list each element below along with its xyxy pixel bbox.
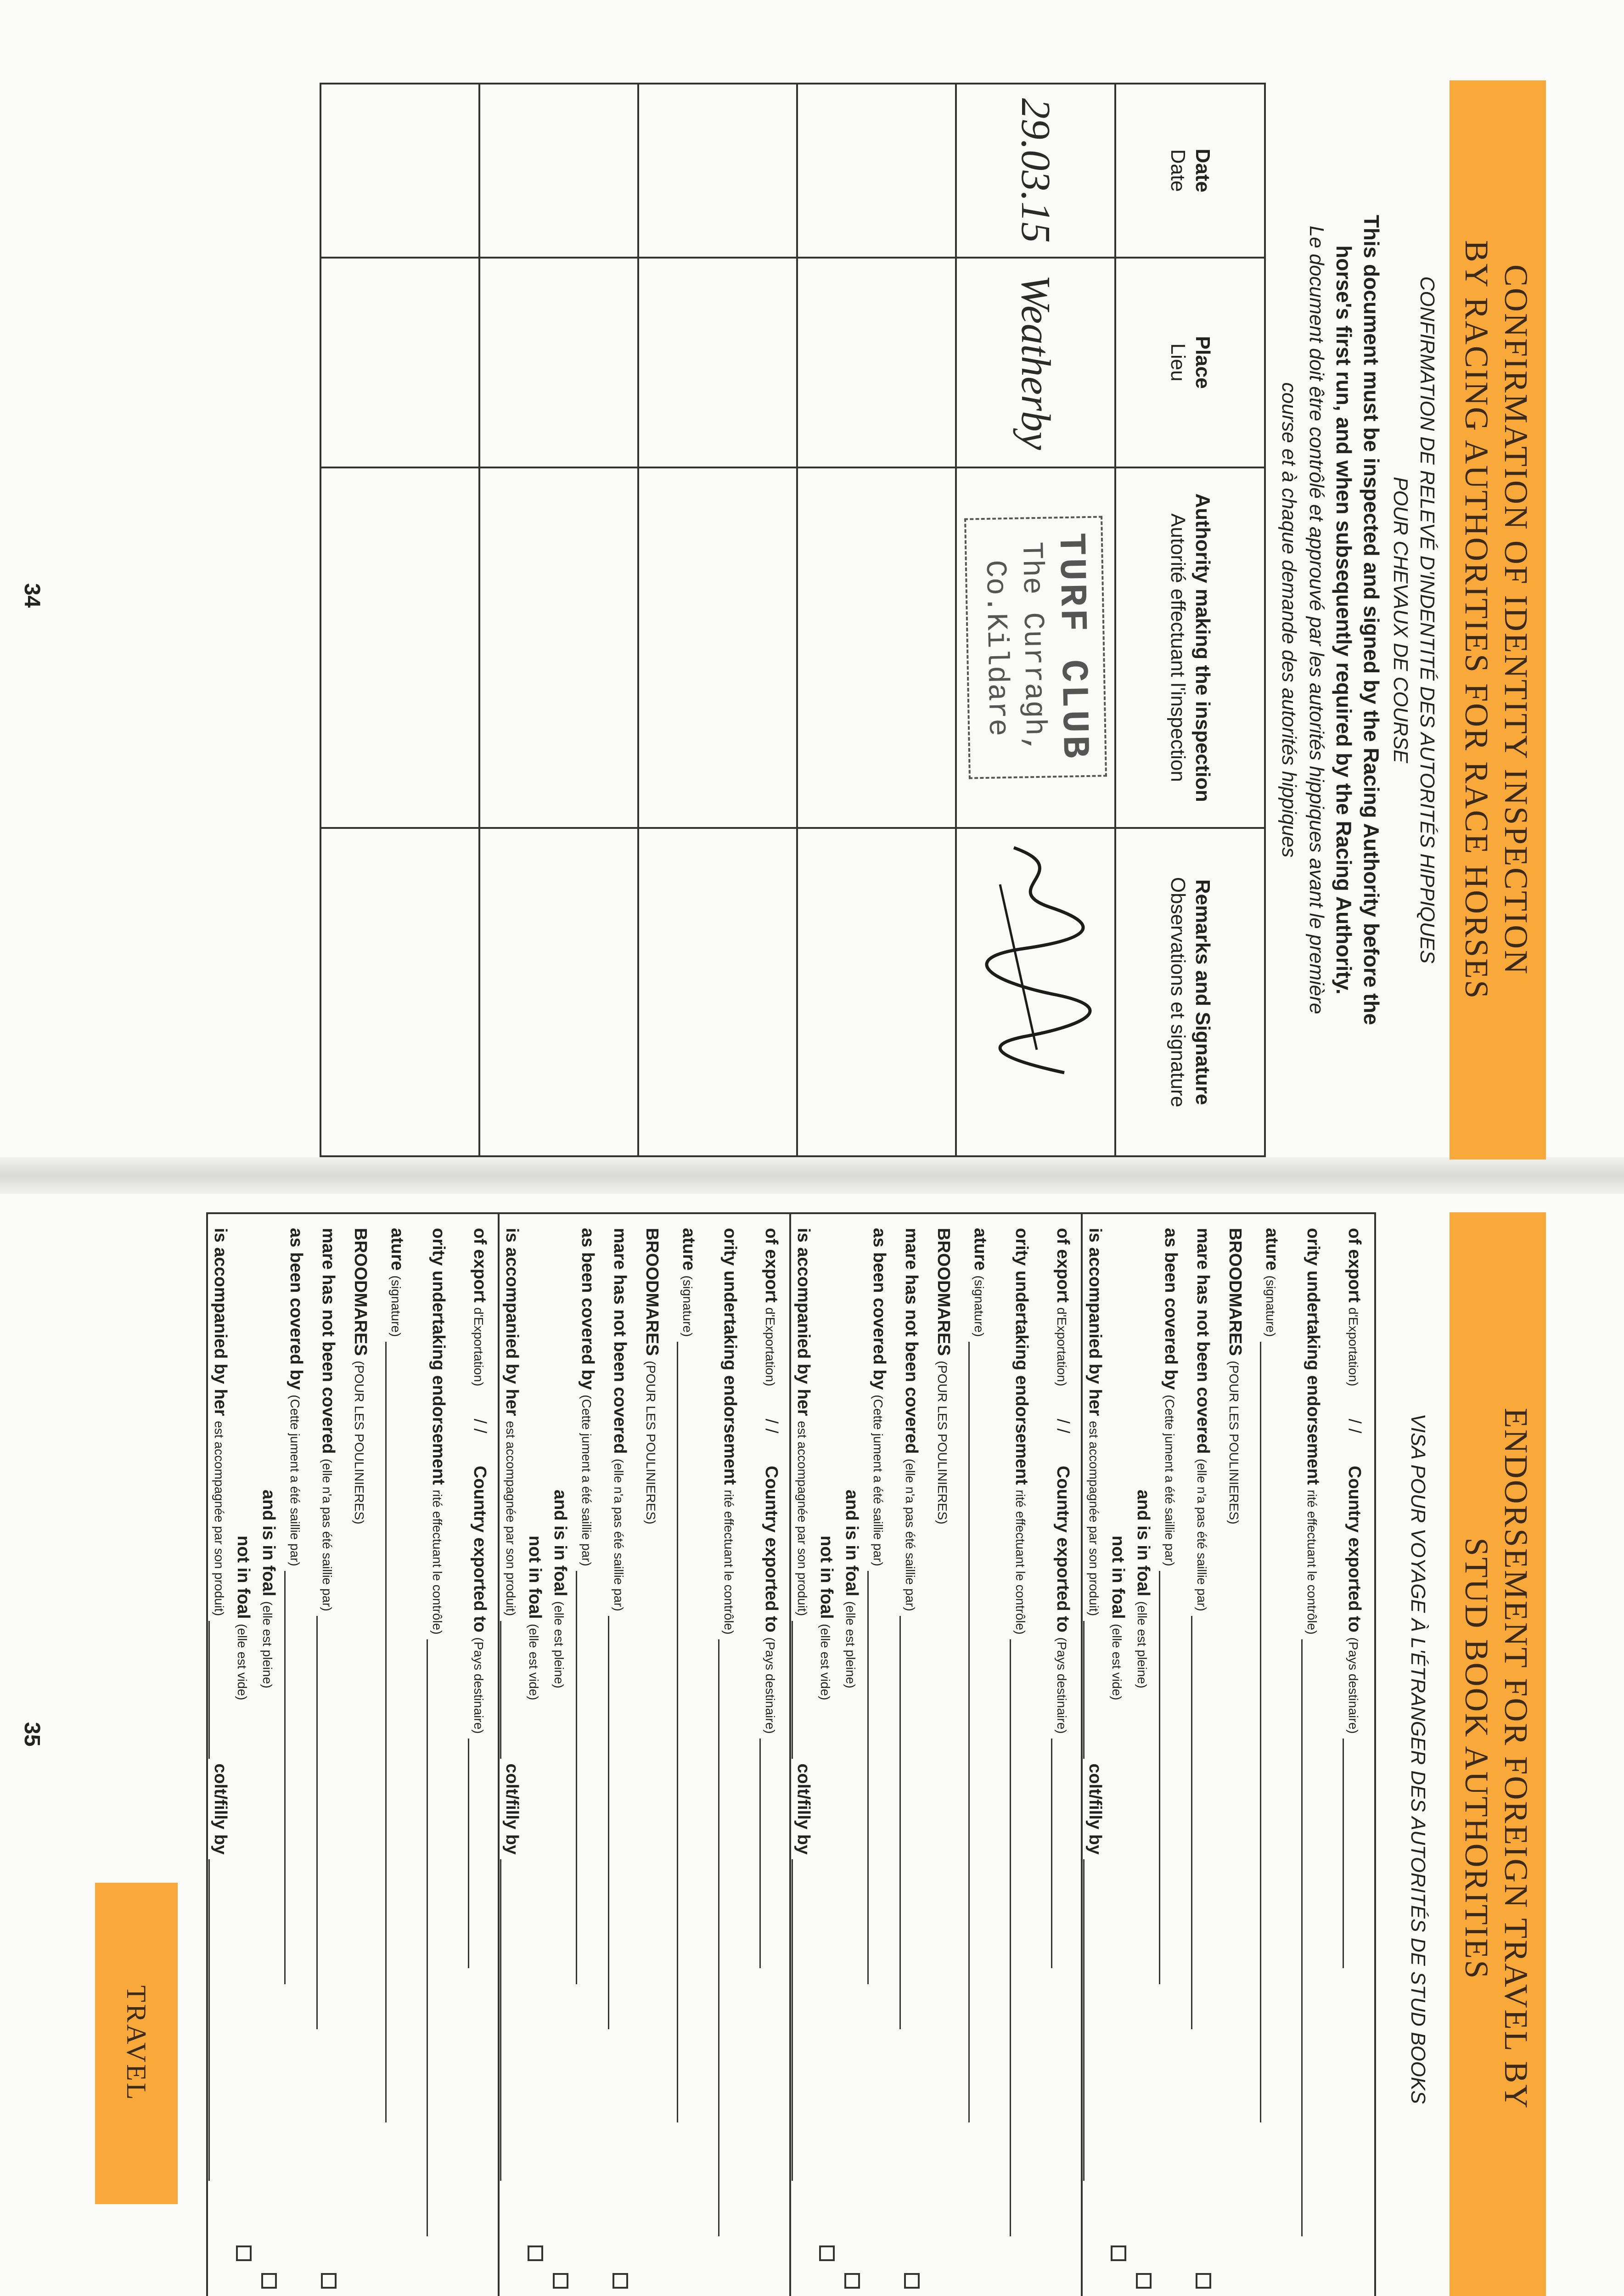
in-foal-label-fr: (elle est pleine): [260, 1601, 275, 1688]
right-title-banner: [1450, 1212, 1546, 2296]
authority-label: ority undertaking endorsement: [1012, 1228, 1031, 1485]
empty-cell: [638, 84, 797, 258]
broodmares-label-fr: (POUR LES POULINIERES): [1227, 1361, 1241, 1525]
country-label: Country exported to: [1345, 1465, 1364, 1632]
accompanied-field[interactable]: [1083, 1621, 1085, 1759]
colt-filly-label: colt/filly by: [794, 1763, 813, 1855]
not-in-foal-label: not in foal: [1108, 1536, 1128, 1619]
endorsement-block-3: [498, 1214, 791, 2296]
empty-cell: [638, 828, 797, 1156]
left-title-banner: [1450, 80, 1546, 1159]
export-date-label: of export: [1345, 1228, 1364, 1303]
in-foal-label: and is in foal: [1134, 1490, 1153, 1597]
not-covered-checkbox[interactable]: [904, 2273, 920, 2289]
turf-club-stamp: [964, 516, 1107, 779]
table-row: [956, 84, 1115, 1156]
accompanied-label: is accompanied by her: [1085, 1228, 1105, 1416]
been-covered-field[interactable]: [867, 1571, 869, 1984]
export-date-field[interactable]: / /: [1053, 1418, 1073, 1434]
export-date-label: of export: [1053, 1228, 1073, 1303]
been-covered-label-fr: (Cette jument a été saillie par): [1163, 1395, 1177, 1566]
in-foal-label: and is in foal: [551, 1490, 570, 1597]
broodmares-label: BROODMARES: [1225, 1228, 1245, 1356]
been-covered-field[interactable]: [284, 1571, 286, 1984]
accompanied-field[interactable]: [500, 1621, 501, 1759]
empty-cell: [479, 258, 638, 467]
not-in-foal-label: not in foal: [817, 1536, 836, 1619]
signature-label-fr: (signature): [680, 1275, 695, 1337]
signature-label: ature: [971, 1228, 990, 1271]
header-remarks-fr: Observations et signature: [1167, 877, 1189, 1108]
export-date-label-fr: d'Exportation): [763, 1307, 777, 1387]
travel-tab[interactable]: TRAVEL: [95, 1883, 178, 2204]
in-foal-checkbox[interactable]: [1136, 2273, 1152, 2289]
authority-label-fr: rité effectuant le contrôle): [722, 1490, 736, 1635]
not-in-foal-label-fr: (elle est vide): [1110, 1624, 1124, 1700]
inspection-table: [320, 83, 1266, 1157]
country-field[interactable]: [759, 1739, 761, 1968]
country-label-fr: (Pays destinaire): [472, 1637, 486, 1734]
colt-filly-label: colt/filly by: [1085, 1763, 1105, 1855]
accompanied-label-fr: est accompagnée par son produit): [1087, 1421, 1101, 1616]
been-covered-label: as been covered by: [870, 1228, 889, 1390]
signature-label: ature: [1262, 1228, 1281, 1271]
been-covered-label-fr: (Cette jument a été saillie par): [288, 1395, 302, 1566]
export-date-field[interactable]: / /: [762, 1418, 781, 1434]
left-subtitle-line2: POUR CHEVAUX DE COURSE: [1389, 477, 1412, 763]
signature-label-fr: (signature): [972, 1275, 986, 1337]
instruction-english: [1330, 83, 1385, 1157]
signature-field[interactable]: [968, 1342, 970, 2122]
not-in-foal-label: not in foal: [525, 1536, 545, 1619]
empty-cell: [797, 258, 956, 467]
not-covered-field[interactable]: [899, 1616, 901, 2029]
cell-date: [956, 84, 1115, 258]
instruction-en-line1: This document must be inspected and signed by the Racing Authority before the: [1360, 214, 1383, 1025]
table-header-row: [1115, 84, 1265, 1156]
signature-label: ature: [388, 1228, 407, 1271]
authority-label-fr: rité effectuant le contrôle): [1305, 1490, 1319, 1635]
broodmares-label-fr: (POUR LES POULINIERES): [935, 1361, 950, 1525]
not-covered-checkbox[interactable]: [321, 2273, 337, 2289]
instruction-fr-line1: Le document doit être contrôlé et approuvé par les autorités hippiques avant le première: [1305, 225, 1328, 1014]
not-in-foal-checkbox[interactable]: [236, 2245, 252, 2261]
header-place-en: Place: [1191, 336, 1214, 389]
handwritten-date: 29.03.15: [1013, 98, 1058, 243]
instruction-en-line2: horse's first run, and when subsequently required by the Racing Authority.: [1332, 245, 1356, 995]
authority-label: ority undertaking endorsement: [720, 1228, 740, 1485]
been-covered-field[interactable]: [576, 1571, 577, 1984]
export-date-label-fr: d'Exportation): [472, 1307, 486, 1387]
handwritten-place: Weatherby: [1013, 275, 1058, 450]
broodmares-label: BROODMARES: [351, 1228, 370, 1356]
left-title-line1: CONFIRMATION OF IDENTITY INSPECTION: [1498, 264, 1534, 976]
been-covered-field[interactable]: [1159, 1571, 1160, 1984]
not-in-foal-label: not in foal: [234, 1536, 253, 1619]
accompanied-label-fr: est accompagnée par son produit): [795, 1421, 809, 1616]
signature-label-fr: (signature): [1264, 1275, 1278, 1337]
in-foal-checkbox[interactable]: [553, 2273, 568, 2289]
empty-cell: [320, 258, 479, 467]
accompanied-label-fr: est accompagnée par son produit): [212, 1421, 226, 1616]
been-covered-label: as been covered by: [287, 1228, 306, 1390]
empty-cell: [479, 84, 638, 258]
instruction-french: [1275, 83, 1330, 1157]
empty-cell: [638, 258, 797, 467]
page-number-right: 35: [20, 1722, 44, 1747]
colt-filly-field[interactable]: [1083, 1859, 1085, 2181]
country-label: Country exported to: [470, 1465, 489, 1632]
export-date-field[interactable]: / /: [470, 1418, 489, 1434]
in-foal-label: and is in foal: [259, 1490, 278, 1597]
cell-authority: [956, 467, 1115, 828]
header-authority: [1115, 467, 1265, 828]
empty-cell: [638, 467, 797, 828]
not-covered-label: mare has not been covered: [319, 1228, 338, 1454]
in-foal-label-fr: (elle est pleine): [552, 1601, 566, 1688]
accompanied-label: is accompanied by her: [502, 1228, 522, 1416]
empty-cell: [479, 828, 638, 1156]
header-remarks: [1115, 828, 1265, 1156]
in-foal-label: and is in foal: [842, 1490, 861, 1597]
signature-field[interactable]: [385, 1342, 387, 2122]
not-covered-label: mare has not been covered: [1193, 1228, 1213, 1454]
authority-label-fr: rité effectuant le contrôle): [1013, 1490, 1028, 1635]
header-date-en: Date: [1191, 148, 1214, 192]
not-covered-label: mare has not been covered: [610, 1228, 629, 1454]
header-remarks-en: Remarks and Signature: [1191, 879, 1214, 1105]
colt-filly-field[interactable]: [500, 1859, 501, 2181]
authority-field[interactable]: [1010, 1639, 1011, 2236]
stamp-line3: Co.Kildare: [978, 560, 1014, 737]
country-field[interactable]: [1343, 1739, 1344, 1968]
page-number-left: 34: [20, 583, 44, 608]
been-covered-label-fr: (Cette jument a été saillie par): [871, 1395, 885, 1566]
header-place-fr: Lieu: [1167, 343, 1189, 382]
not-covered-field[interactable]: [1191, 1616, 1192, 2029]
not-covered-field[interactable]: [316, 1616, 318, 2029]
not-in-foal-label-fr: (elle est vide): [818, 1624, 832, 1700]
country-label-fr: (Pays destinaire): [763, 1637, 777, 1734]
empty-cell: [479, 467, 638, 828]
not-covered-label-fr: (elle n'a pas été saillie par): [612, 1458, 626, 1611]
not-in-foal-checkbox[interactable]: [819, 2245, 835, 2261]
colt-filly-field[interactable]: [792, 1859, 793, 2181]
been-covered-label-fr: (Cette jument a été saillie par): [579, 1395, 594, 1566]
not-in-foal-checkbox[interactable]: [1111, 2245, 1126, 2261]
book-spine: [0, 1157, 1624, 1194]
authority-field[interactable]: [427, 1639, 428, 2236]
stamp-line1: TURF CLUB: [1049, 532, 1096, 762]
not-covered-label-fr: (elle n'a pas été saillie par): [903, 1458, 917, 1611]
header-date: [1115, 84, 1265, 258]
export-date-label-fr: d'Exportation): [1055, 1307, 1069, 1387]
broodmares-label: BROODMARES: [934, 1228, 953, 1356]
table-row: [638, 84, 797, 1156]
accompanied-label-fr: est accompagnée par son produit): [504, 1421, 518, 1616]
empty-cell: [797, 84, 956, 258]
endorsement-block-2: [789, 1214, 1083, 2296]
table-row: [797, 84, 956, 1156]
country-label-fr: (Pays destinaire): [1055, 1637, 1069, 1734]
left-subtitle: [1387, 83, 1440, 1157]
colt-filly-label: colt/filly by: [211, 1763, 230, 1855]
cell-place: [956, 258, 1115, 467]
endorsement-block-1: [1081, 1214, 1374, 2296]
empty-cell: [797, 828, 956, 1156]
in-foal-label-fr: (elle est pleine): [843, 1601, 858, 1688]
country-label: Country exported to: [762, 1465, 781, 1632]
signature-scribble: [968, 829, 1106, 1086]
authority-label-fr: rité effectuant le contrôle): [430, 1490, 444, 1635]
right-title-line2: STUD BOOK AUTHORITIES: [1458, 1537, 1495, 1980]
been-covered-label: as been covered by: [1161, 1228, 1180, 1390]
cell-remarks: [956, 828, 1115, 1156]
not-covered-label-fr: (elle n'a pas été saillie par): [320, 1458, 334, 1611]
not-in-foal-label-fr: (elle est vide): [527, 1624, 541, 1700]
endorsement-block-4: [208, 1214, 500, 2296]
not-covered-checkbox[interactable]: [613, 2273, 628, 2289]
header-authority-en: Authority making the inspection: [1191, 493, 1214, 802]
country-field[interactable]: [468, 1739, 469, 1968]
left-title-line2: BY RACING AUTHORITIES FOR RACE HORSES: [1458, 240, 1495, 1000]
signature-field[interactable]: [1260, 1342, 1261, 2122]
header-authority-fr: Autorité effectuant l'inspection: [1167, 513, 1189, 782]
accompanied-label: is accompanied by her: [211, 1228, 230, 1416]
endorsement-form: [206, 1212, 1376, 2296]
header-place: [1115, 258, 1265, 467]
signature-label-fr: (signature): [389, 1275, 403, 1337]
authority-label: ority undertaking endorsement: [1304, 1228, 1323, 1485]
authority-field[interactable]: [718, 1639, 719, 2236]
instruction-fr-line2: course et à chaque demande des autorités hippiques: [1278, 382, 1300, 858]
empty-cell: [320, 467, 479, 828]
country-field[interactable]: [1051, 1739, 1052, 1968]
accompanied-label: is accompanied by her: [794, 1228, 813, 1416]
not-covered-label: mare has not been covered: [902, 1228, 921, 1454]
country-label-fr: (Pays destinaire): [1346, 1637, 1360, 1734]
signature-field[interactable]: [677, 1342, 678, 2122]
been-covered-label: as been covered by: [578, 1228, 597, 1390]
accompanied-field[interactable]: [792, 1621, 793, 1759]
table-row: [320, 84, 479, 1156]
not-covered-checkbox[interactable]: [1196, 2273, 1211, 2289]
country-label: Country exported to: [1053, 1465, 1073, 1632]
empty-cell: [320, 84, 479, 258]
broodmares-label-fr: (POUR LES POULINIERES): [644, 1361, 658, 1525]
in-foal-label-fr: (elle est pleine): [1135, 1601, 1149, 1688]
broodmares-label: BROODMARES: [642, 1228, 662, 1356]
export-date-label-fr: d'Exportation): [1346, 1307, 1360, 1387]
left-subtitle-line1: CONFIRMATION DE RELEVÉ D'INDENTITÉ DES AUTORITÉS HIPPIQUES: [1416, 276, 1439, 964]
empty-cell: [797, 467, 956, 828]
export-date-field[interactable]: / /: [1345, 1418, 1364, 1434]
broodmares-label-fr: (POUR LES POULINIERES): [352, 1361, 366, 1525]
not-covered-field[interactable]: [608, 1616, 609, 2029]
right-subtitle: VISA POUR VOYAGE À L'ÉTRANGER DES AUTORITÉS DE STUD BOOKS: [1407, 1413, 1429, 2104]
in-foal-checkbox[interactable]: [261, 2273, 277, 2289]
authority-field[interactable]: [1301, 1639, 1303, 2236]
export-date-label: of export: [470, 1228, 489, 1303]
not-in-foal-label-fr: (elle est vide): [235, 1624, 249, 1700]
header-date-fr: Date: [1167, 149, 1189, 192]
right-title-line1: ENDORSEMENT FOR FOREIGN TRAVEL BY: [1498, 1407, 1534, 2110]
export-date-label: of export: [762, 1228, 781, 1303]
stamp-line2: The Curragh,: [1014, 541, 1051, 754]
table-row: [479, 84, 638, 1156]
authority-label: ority undertaking endorsement: [429, 1228, 448, 1485]
in-foal-checkbox[interactable]: [844, 2273, 860, 2289]
empty-cell: [320, 828, 479, 1156]
not-in-foal-checkbox[interactable]: [528, 2245, 543, 2261]
signature-label: ature: [679, 1228, 698, 1271]
colt-filly-field[interactable]: [208, 1859, 210, 2181]
not-covered-label-fr: (elle n'a pas été saillie par): [1195, 1458, 1209, 1611]
colt-filly-label: colt/filly by: [502, 1763, 522, 1855]
accompanied-field[interactable]: [208, 1621, 210, 1759]
